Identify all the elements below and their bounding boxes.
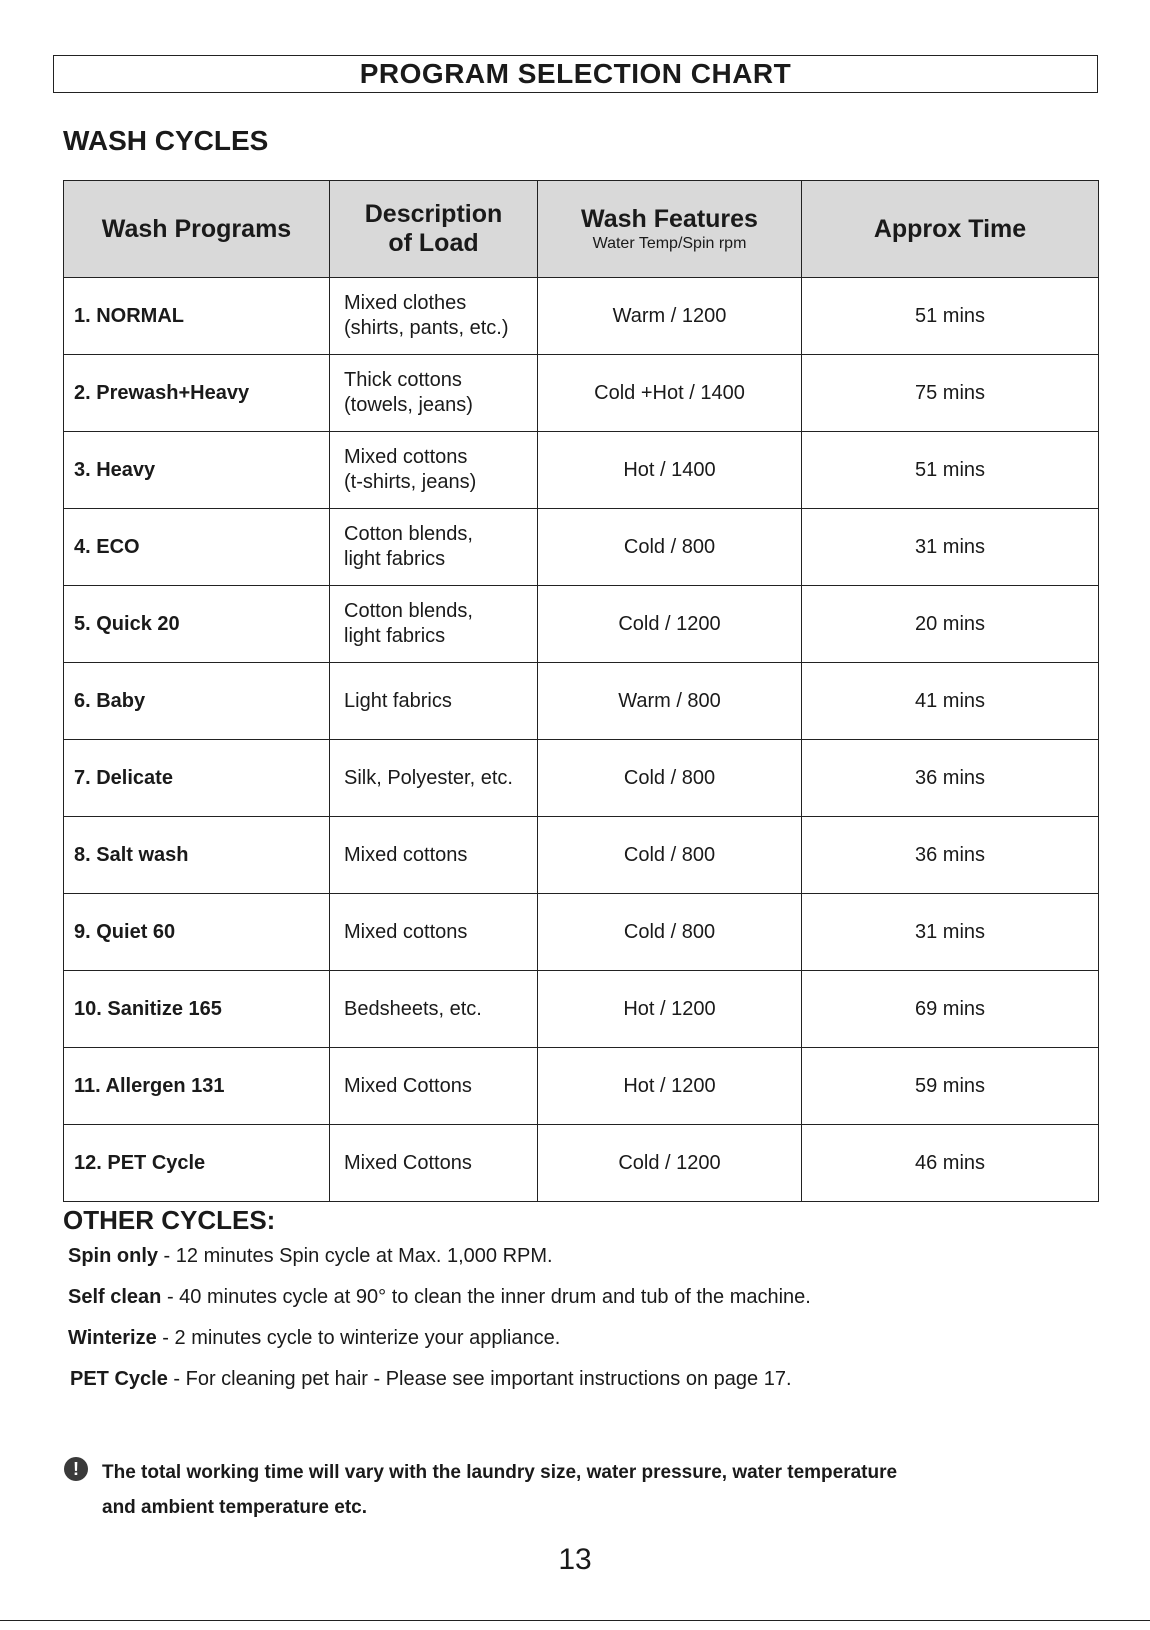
chart-title: PROGRAM SELECTION CHART [359,58,792,89]
program-name: 8. Salt wash [64,817,330,894]
load-description [330,355,538,432]
footer-divider [0,1620,1150,1621]
wash-features: Cold / 1200 [538,586,802,663]
cycle-text: - 40 minutes cycle at 90° to clean the inner drum and tub of the machine. [161,1286,811,1308]
other-cycle-item [70,1368,792,1391]
desc-line: Silk, Polyester, etc. [344,766,513,789]
desc-line: Mixed cottons [344,843,468,866]
cycle-name: Spin only [68,1245,158,1267]
approx-time: 46 mins [802,1125,1099,1202]
header-wash-programs: Wash Programs [64,181,330,278]
program-name: 5. Quick 20 [64,586,330,663]
desc-line: Bedsheets, etc. [344,997,482,1020]
wash-features: Cold / 1200 [538,1125,802,1202]
approx-time: 75 mins [802,355,1099,432]
desc-line: Cotton blends, [344,523,473,545]
program-name: 7. Delicate [64,740,330,817]
wash-features: Hot / 1200 [538,971,802,1048]
table-header-row [64,181,1099,278]
wash-features: Cold / 800 [538,817,802,894]
desc-line: (t-shirts, jeans) [344,471,477,493]
desc-line: Mixed cottons [344,446,468,468]
approx-time: 51 mins [802,432,1099,509]
note-line: and ambient temperature etc. [102,1497,368,1518]
desc-line: Mixed cottons [344,920,468,943]
approx-time: 31 mins [802,509,1099,586]
cycle-text: - 2 minutes cycle to winterize your appliance. [156,1327,561,1349]
table-row [64,586,1099,663]
program-name: 12. PET Cycle [64,1125,330,1202]
table-row [64,509,1099,586]
load-description [330,1048,538,1125]
other-cycle-item [68,1286,811,1309]
note-line: The total working time will vary with the laundry size, water pressure, water temperature [102,1462,898,1483]
page-number: 13 [558,1543,592,1576]
desc-line: light fabrics [344,548,446,570]
wash-features: Hot / 1400 [538,432,802,509]
load-description [330,432,538,509]
cycle-name: Self clean [68,1286,162,1308]
approx-time: 51 mins [802,278,1099,355]
approx-time: 31 mins [802,894,1099,971]
load-description [330,894,538,971]
program-name: 1. NORMAL [64,278,330,355]
table-row [64,817,1099,894]
cycle-name: Winterize [68,1327,157,1349]
load-description [330,740,538,817]
other-cycle-item [68,1245,553,1268]
cycle-text: - 12 minutes Spin cycle at Max. 1,000 RPM. [158,1245,553,1267]
load-description [330,971,538,1048]
program-table [63,180,1099,1202]
cycle-text: - For cleaning pet hair - Please see important instructions on page 17. [167,1368,792,1390]
desc-line: Mixed Cottons [344,1074,472,1097]
desc-line: light fabrics [344,625,446,647]
working-time-note [64,1455,1064,1525]
wash-features: Hot / 1200 [538,1048,802,1125]
approx-time: 36 mins [802,817,1099,894]
load-description [330,663,538,740]
table-row [64,355,1099,432]
wash-features: Warm / 1200 [538,278,802,355]
table-row [64,1125,1099,1202]
header-features-sub: Water Temp/Spin rpm [592,234,747,252]
program-name: 11. Allergen 131 [64,1048,330,1125]
desc-line: (towels, jeans) [344,394,473,416]
wash-features: Cold / 800 [538,894,802,971]
desc-line: Mixed Cottons [344,1151,472,1174]
desc-line: Mixed clothes [344,292,467,314]
approx-time: 69 mins [802,971,1099,1048]
desc-line: (shirts, pants, etc.) [344,317,509,339]
wash-cycles-heading: WASH CYCLES [63,125,269,156]
other-cycles-heading: OTHER CYCLES: [63,1205,276,1235]
program-name: 4. ECO [64,509,330,586]
table-row [64,663,1099,740]
wash-features: Warm / 800 [538,663,802,740]
load-description [330,1125,538,1202]
approx-time: 59 mins [802,1048,1099,1125]
desc-line: Light fabrics [344,689,452,712]
other-cycle-item [68,1327,560,1350]
note-text [102,1455,1064,1525]
table-row [64,278,1099,355]
desc-line: Thick cottons [344,369,462,391]
program-name: 6. Baby [64,663,330,740]
table-row [64,740,1099,817]
table-row [64,1048,1099,1125]
wash-features: Cold +Hot / 1400 [538,355,802,432]
approx-time: 20 mins [802,586,1099,663]
wash-features: Cold / 800 [538,509,802,586]
load-description [330,586,538,663]
load-description [330,509,538,586]
header-features-label: Wash Features [581,204,758,233]
header-description [330,181,538,278]
header-description-label: Description of Load [364,200,503,257]
header-wash-features [538,181,802,278]
desc-line: Cotton blends, [344,600,473,622]
cycle-name: PET Cycle [70,1368,168,1390]
table-row [64,432,1099,509]
load-description [330,817,538,894]
wash-features: Cold / 800 [538,740,802,817]
program-name: 3. Heavy [64,432,330,509]
approx-time: 36 mins [802,740,1099,817]
program-name: 9. Quiet 60 [64,894,330,971]
table-row [64,971,1099,1048]
program-name: 2. Prewash+Heavy [64,355,330,432]
load-description [330,278,538,355]
table-row [64,894,1099,971]
header-approx-time: Approx Time [802,181,1099,278]
approx-time: 41 mins [802,663,1099,740]
exclamation-icon: ! [64,1457,88,1481]
program-name: 10. Sanitize 165 [64,971,330,1048]
chart-title-box [53,55,1098,93]
